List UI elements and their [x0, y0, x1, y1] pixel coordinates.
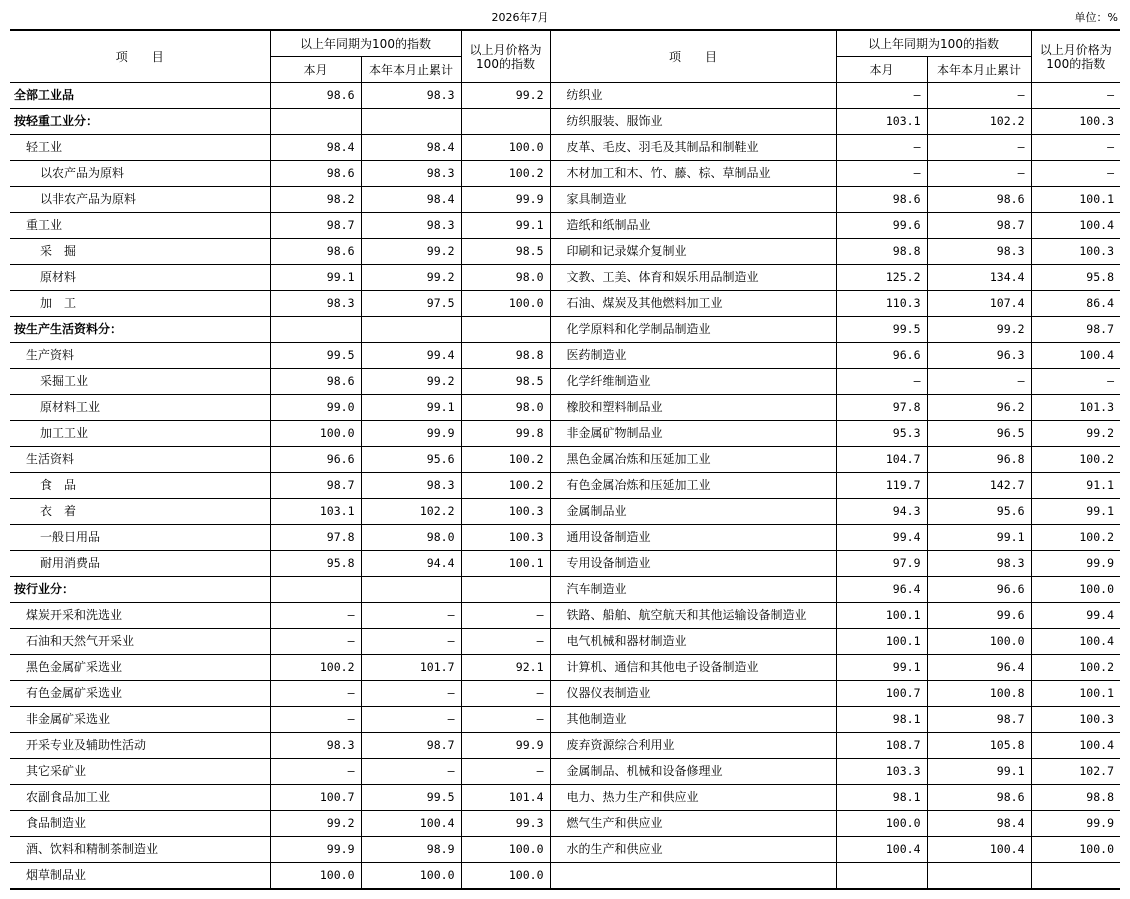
yoy-group-header-left: 以上年同期为100的指数 [270, 30, 461, 57]
left-this-month-value: 98.6 [270, 83, 361, 109]
right-ytd-value: 98.3 [927, 551, 1031, 577]
right-ytd-value: 107.4 [927, 291, 1031, 317]
left-this-month-value [270, 109, 361, 135]
yoy-group-header-right: 以上年同期为100的指数 [836, 30, 1031, 57]
right-this-month-value: 99.6 [836, 213, 927, 239]
right-mom-value: 95.8 [1031, 265, 1120, 291]
right-mom-value: 100.4 [1031, 213, 1120, 239]
table-row [10, 499, 1120, 525]
table-row [10, 213, 1120, 239]
right-item-label: 木材加工和木、竹、藤、棕、草制品业 [550, 161, 836, 187]
left-mom-value: 100.3 [461, 525, 550, 551]
right-mom-value: 99.9 [1031, 551, 1120, 577]
left-mom-value: 100.2 [461, 447, 550, 473]
left-ytd-value: 98.4 [361, 187, 461, 213]
left-ytd-value: 98.9 [361, 837, 461, 863]
left-item-label: 以非农产品为原料 [10, 187, 270, 213]
left-item-label: 煤炭开采和洗选业 [10, 603, 270, 629]
left-mom-value: — [461, 759, 550, 785]
right-mom-value: 98.7 [1031, 317, 1120, 343]
right-item-label: 文教、工美、体育和娱乐用品制造业 [550, 265, 836, 291]
right-mom-value: 100.2 [1031, 525, 1120, 551]
right-ytd-value: 96.8 [927, 447, 1031, 473]
table-row [10, 577, 1120, 603]
left-item-label: 石油和天然气开采业 [10, 629, 270, 655]
left-this-month-value: — [270, 707, 361, 733]
right-this-month-value: 97.8 [836, 395, 927, 421]
right-mom-value: 98.8 [1031, 785, 1120, 811]
left-mom-value: 100.2 [461, 161, 550, 187]
left-item-label: 原材料 [10, 265, 270, 291]
right-item-label: 化学纤维制造业 [550, 369, 836, 395]
right-item-label: 废弃资源综合利用业 [550, 733, 836, 759]
table-row [10, 161, 1120, 187]
right-this-month-value: 119.7 [836, 473, 927, 499]
table-row [10, 343, 1120, 369]
left-mom-value: — [461, 681, 550, 707]
left-this-month-value: — [270, 603, 361, 629]
left-item-label: 采掘工业 [10, 369, 270, 395]
table-row [10, 187, 1120, 213]
right-ytd-value: 100.0 [927, 629, 1031, 655]
table-row [10, 109, 1120, 135]
right-mom-value: — [1031, 369, 1120, 395]
left-mom-value: 100.0 [461, 837, 550, 863]
mom-header-right: 以上月价格为100的指数 [1031, 30, 1120, 83]
table-row [10, 447, 1120, 473]
right-this-month-value: 103.3 [836, 759, 927, 785]
right-ytd-value: 98.3 [927, 239, 1031, 265]
left-mom-value: 100.0 [461, 291, 550, 317]
left-ytd-value [361, 109, 461, 135]
right-ytd-value: 98.6 [927, 187, 1031, 213]
left-ytd-value: — [361, 603, 461, 629]
right-item-label: 仪器仪表制造业 [550, 681, 836, 707]
right-item-label: 家具制造业 [550, 187, 836, 213]
left-item-label: 酒、饮料和精制茶制造业 [10, 837, 270, 863]
left-this-month-value: 100.7 [270, 785, 361, 811]
right-ytd-value: 99.1 [927, 759, 1031, 785]
left-mom-value: 98.5 [461, 239, 550, 265]
right-this-month-value: 103.1 [836, 109, 927, 135]
left-mom-value: 98.0 [461, 395, 550, 421]
right-ytd-value: 142.7 [927, 473, 1031, 499]
left-this-month-value: 98.2 [270, 187, 361, 213]
this-month-header-right: 本月 [836, 57, 927, 83]
left-ytd-value: 99.4 [361, 343, 461, 369]
left-mom-value: 98.0 [461, 265, 550, 291]
this-month-header-left: 本月 [270, 57, 361, 83]
ytd-header-left: 本年本月止累计 [361, 57, 461, 83]
left-this-month-value: 98.4 [270, 135, 361, 161]
left-ytd-value: — [361, 681, 461, 707]
unit-label: 单位：% [1074, 11, 1118, 24]
right-ytd-value: 99.1 [927, 525, 1031, 551]
left-ytd-value: 98.3 [361, 473, 461, 499]
left-ytd-value: 99.5 [361, 785, 461, 811]
right-item-label: 医药制造业 [550, 343, 836, 369]
left-item-label: 开采专业及辅助性活动 [10, 733, 270, 759]
left-mom-value: 100.2 [461, 473, 550, 499]
right-mom-value: 99.9 [1031, 811, 1120, 837]
table-row [10, 369, 1120, 395]
left-this-month-value: 97.8 [270, 525, 361, 551]
table-row [10, 811, 1120, 837]
left-ytd-value: 99.2 [361, 369, 461, 395]
ytd-header-right: 本年本月止累计 [927, 57, 1031, 83]
right-ytd-value: 100.8 [927, 681, 1031, 707]
left-this-month-value: 100.0 [270, 863, 361, 890]
right-this-month-value: — [836, 83, 927, 109]
right-item-label [550, 863, 836, 890]
right-mom-value: 100.4 [1031, 733, 1120, 759]
left-ytd-value: 95.6 [361, 447, 461, 473]
right-this-month-value: 99.1 [836, 655, 927, 681]
left-mom-value: 101.4 [461, 785, 550, 811]
right-mom-value: 102.7 [1031, 759, 1120, 785]
left-this-month-value: 98.7 [270, 213, 361, 239]
left-item-label: 食 品 [10, 473, 270, 499]
right-item-label: 橡胶和塑料制品业 [550, 395, 836, 421]
right-ytd-value: 134.4 [927, 265, 1031, 291]
left-this-month-value: — [270, 681, 361, 707]
right-mom-value: 100.4 [1031, 629, 1120, 655]
left-ytd-value: 98.7 [361, 733, 461, 759]
left-this-month-value: 98.7 [270, 473, 361, 499]
right-item-label: 印刷和记录媒介复制业 [550, 239, 836, 265]
left-item-label: 非金属矿采选业 [10, 707, 270, 733]
left-ytd-value: 99.2 [361, 265, 461, 291]
left-ytd-value: 99.1 [361, 395, 461, 421]
right-mom-value: 100.1 [1031, 187, 1120, 213]
right-ytd-value: 99.2 [927, 317, 1031, 343]
left-mom-value: 99.1 [461, 213, 550, 239]
right-ytd-value: 100.4 [927, 837, 1031, 863]
right-this-month-value: 100.7 [836, 681, 927, 707]
right-ytd-value: 98.7 [927, 707, 1031, 733]
table-row [10, 733, 1120, 759]
left-item-label: 生活资料 [10, 447, 270, 473]
right-item-label: 电气机械和器材制造业 [550, 629, 836, 655]
left-mom-value: 99.9 [461, 733, 550, 759]
left-item-label: 按轻重工业分： [10, 109, 270, 135]
left-ytd-value [361, 317, 461, 343]
right-item-label: 金属制品、机械和设备修理业 [550, 759, 836, 785]
left-this-month-value: 98.6 [270, 161, 361, 187]
left-item-label: 农副食品加工业 [10, 785, 270, 811]
left-item-label: 加工工业 [10, 421, 270, 447]
left-this-month-value: 98.6 [270, 369, 361, 395]
right-mom-value: 99.1 [1031, 499, 1120, 525]
left-mom-value: 100.0 [461, 135, 550, 161]
right-item-label: 专用设备制造业 [550, 551, 836, 577]
right-mom-value: 100.3 [1031, 239, 1120, 265]
right-item-label: 皮革、毛皮、羽毛及其制品和制鞋业 [550, 135, 836, 161]
right-ytd-value: 99.6 [927, 603, 1031, 629]
right-this-month-value: 100.1 [836, 629, 927, 655]
left-ytd-value: 98.0 [361, 525, 461, 551]
table-header [10, 30, 1120, 83]
left-item-label: 采 掘 [10, 239, 270, 265]
left-mom-value: 99.8 [461, 421, 550, 447]
right-mom-value: 100.0 [1031, 837, 1120, 863]
right-this-month-value: 110.3 [836, 291, 927, 317]
right-this-month-value: 97.9 [836, 551, 927, 577]
left-item-label: 黑色金属矿采选业 [10, 655, 270, 681]
table-row [10, 265, 1120, 291]
right-mom-value: — [1031, 135, 1120, 161]
right-this-month-value: 108.7 [836, 733, 927, 759]
left-item-label: 其它采矿业 [10, 759, 270, 785]
left-item-label: 重工业 [10, 213, 270, 239]
right-ytd-value: 98.4 [927, 811, 1031, 837]
left-this-month-value [270, 317, 361, 343]
left-ytd-value: 101.7 [361, 655, 461, 681]
left-ytd-value: 99.2 [361, 239, 461, 265]
mom-header-left: 以上月价格为100的指数 [461, 30, 550, 83]
table-row [10, 421, 1120, 447]
item-header-left: 项 目 [10, 30, 270, 83]
right-mom-value: — [1031, 161, 1120, 187]
right-mom-value: 99.2 [1031, 421, 1120, 447]
right-item-label: 铁路、船舶、航空航天和其他运输设备制造业 [550, 603, 836, 629]
right-mom-value: 91.1 [1031, 473, 1120, 499]
left-item-label: 全部工业品 [10, 83, 270, 109]
left-this-month-value: 98.6 [270, 239, 361, 265]
right-mom-value [1031, 863, 1120, 890]
right-this-month-value: 95.3 [836, 421, 927, 447]
left-this-month-value [270, 577, 361, 603]
table-row [10, 473, 1120, 499]
table-period: 2026年7月 [491, 11, 549, 24]
right-ytd-value: — [927, 369, 1031, 395]
right-ytd-value [927, 863, 1031, 890]
left-item-label: 加 工 [10, 291, 270, 317]
right-mom-value: 100.0 [1031, 577, 1120, 603]
right-ytd-value: — [927, 83, 1031, 109]
right-item-label: 纺织业 [550, 83, 836, 109]
left-item-label: 原材料工业 [10, 395, 270, 421]
left-ytd-value: — [361, 707, 461, 733]
right-item-label: 电力、热力生产和供应业 [550, 785, 836, 811]
right-this-month-value [836, 863, 927, 890]
right-this-month-value: 98.8 [836, 239, 927, 265]
table-row [10, 291, 1120, 317]
right-mom-value: 100.3 [1031, 109, 1120, 135]
right-this-month-value: 99.4 [836, 525, 927, 551]
table-row [10, 135, 1120, 161]
right-ytd-value: 96.6 [927, 577, 1031, 603]
left-mom-value: 98.8 [461, 343, 550, 369]
left-mom-value: 92.1 [461, 655, 550, 681]
table-row [10, 317, 1120, 343]
right-this-month-value: 98.1 [836, 785, 927, 811]
table-row [10, 785, 1120, 811]
right-ytd-value: 105.8 [927, 733, 1031, 759]
right-item-label: 黑色金属冶炼和压延加工业 [550, 447, 836, 473]
right-item-label: 石油、煤炭及其他燃料加工业 [550, 291, 836, 317]
right-item-label: 金属制品业 [550, 499, 836, 525]
left-mom-value: 99.2 [461, 83, 550, 109]
left-this-month-value: 95.8 [270, 551, 361, 577]
left-this-month-value: 103.1 [270, 499, 361, 525]
right-this-month-value: 96.6 [836, 343, 927, 369]
price-index-table [10, 29, 1120, 890]
right-mom-value: 100.4 [1031, 343, 1120, 369]
left-item-label: 轻工业 [10, 135, 270, 161]
table-row [10, 863, 1120, 890]
right-this-month-value: 125.2 [836, 265, 927, 291]
right-this-month-value: 94.3 [836, 499, 927, 525]
left-this-month-value: 99.5 [270, 343, 361, 369]
right-this-month-value: — [836, 135, 927, 161]
left-ytd-value: 99.9 [361, 421, 461, 447]
left-ytd-value: 98.3 [361, 161, 461, 187]
left-ytd-value [361, 577, 461, 603]
left-ytd-value: 100.0 [361, 863, 461, 890]
table-row [10, 603, 1120, 629]
table-row [10, 681, 1120, 707]
right-this-month-value: 96.4 [836, 577, 927, 603]
left-this-month-value: 99.2 [270, 811, 361, 837]
right-mom-value: 100.3 [1031, 707, 1120, 733]
left-item-label: 按生产生活资料分： [10, 317, 270, 343]
table-row [10, 239, 1120, 265]
table-row [10, 759, 1120, 785]
right-this-month-value: 100.0 [836, 811, 927, 837]
left-item-label: 食品制造业 [10, 811, 270, 837]
item-header-right: 项 目 [550, 30, 836, 83]
left-mom-value: 100.3 [461, 499, 550, 525]
left-mom-value: 99.9 [461, 187, 550, 213]
right-ytd-value: 102.2 [927, 109, 1031, 135]
left-this-month-value: 99.1 [270, 265, 361, 291]
left-this-month-value: 100.0 [270, 421, 361, 447]
left-item-label: 有色金属矿采选业 [10, 681, 270, 707]
right-ytd-value: 96.3 [927, 343, 1031, 369]
left-mom-value: — [461, 629, 550, 655]
left-this-month-value: 98.3 [270, 291, 361, 317]
right-ytd-value: 98.7 [927, 213, 1031, 239]
right-ytd-value: — [927, 161, 1031, 187]
right-this-month-value: 98.1 [836, 707, 927, 733]
right-this-month-value: 104.7 [836, 447, 927, 473]
left-item-label: 一般日用品 [10, 525, 270, 551]
left-ytd-value: 98.4 [361, 135, 461, 161]
right-ytd-value: 95.6 [927, 499, 1031, 525]
left-this-month-value: — [270, 759, 361, 785]
right-item-label: 汽车制造业 [550, 577, 836, 603]
left-mom-value: — [461, 603, 550, 629]
right-this-month-value: 99.5 [836, 317, 927, 343]
right-ytd-value: 96.4 [927, 655, 1031, 681]
left-mom-value: 99.3 [461, 811, 550, 837]
right-mom-value: 86.4 [1031, 291, 1120, 317]
table-row [10, 395, 1120, 421]
right-ytd-value: 96.5 [927, 421, 1031, 447]
table-row [10, 551, 1120, 577]
left-ytd-value: 98.3 [361, 213, 461, 239]
right-item-label: 纺织服装、服饰业 [550, 109, 836, 135]
left-ytd-value: 94.4 [361, 551, 461, 577]
left-mom-value [461, 577, 550, 603]
left-this-month-value: 96.6 [270, 447, 361, 473]
right-this-month-value: 98.6 [836, 187, 927, 213]
table-body [10, 83, 1120, 890]
table-row [10, 655, 1120, 681]
left-mom-value: 100.1 [461, 551, 550, 577]
right-this-month-value: 100.1 [836, 603, 927, 629]
table-row [10, 707, 1120, 733]
right-mom-value: 101.3 [1031, 395, 1120, 421]
right-ytd-value: 98.6 [927, 785, 1031, 811]
right-item-label: 造纸和纸制品业 [550, 213, 836, 239]
left-ytd-value: 100.4 [361, 811, 461, 837]
right-item-label: 通用设备制造业 [550, 525, 836, 551]
left-mom-value: 98.5 [461, 369, 550, 395]
right-mom-value: 100.2 [1031, 447, 1120, 473]
right-item-label: 有色金属冶炼和压延加工业 [550, 473, 836, 499]
left-item-label: 衣 着 [10, 499, 270, 525]
table-row [10, 83, 1120, 109]
left-ytd-value: 98.3 [361, 83, 461, 109]
left-mom-value: — [461, 707, 550, 733]
left-item-label: 以农产品为原料 [10, 161, 270, 187]
right-mom-value: 99.4 [1031, 603, 1120, 629]
left-ytd-value: 102.2 [361, 499, 461, 525]
right-item-label: 化学原料和化学制品制造业 [550, 317, 836, 343]
left-ytd-value: 97.5 [361, 291, 461, 317]
right-this-month-value: — [836, 369, 927, 395]
left-item-label: 耐用消费品 [10, 551, 270, 577]
left-item-label: 生产资料 [10, 343, 270, 369]
left-this-month-value: 98.3 [270, 733, 361, 759]
right-ytd-value: — [927, 135, 1031, 161]
right-item-label: 其他制造业 [550, 707, 836, 733]
left-ytd-value: — [361, 629, 461, 655]
left-item-label: 烟草制品业 [10, 863, 270, 890]
right-item-label: 水的生产和供应业 [550, 837, 836, 863]
right-this-month-value: 100.4 [836, 837, 927, 863]
right-mom-value: 100.2 [1031, 655, 1120, 681]
left-item-label: 按行业分： [10, 577, 270, 603]
table-row [10, 837, 1120, 863]
right-item-label: 燃气生产和供应业 [550, 811, 836, 837]
right-mom-value: — [1031, 83, 1120, 109]
left-mom-value [461, 109, 550, 135]
left-mom-value: 100.0 [461, 863, 550, 890]
table-row [10, 525, 1120, 551]
right-ytd-value: 96.2 [927, 395, 1031, 421]
right-item-label: 非金属矿物制品业 [550, 421, 836, 447]
right-item-label: 计算机、通信和其他电子设备制造业 [550, 655, 836, 681]
left-this-month-value: 99.0 [270, 395, 361, 421]
left-ytd-value: — [361, 759, 461, 785]
left-this-month-value: 100.2 [270, 655, 361, 681]
left-this-month-value: 99.9 [270, 837, 361, 863]
left-mom-value [461, 317, 550, 343]
right-this-month-value: — [836, 161, 927, 187]
right-mom-value: 100.1 [1031, 681, 1120, 707]
table-row [10, 629, 1120, 655]
left-this-month-value: — [270, 629, 361, 655]
